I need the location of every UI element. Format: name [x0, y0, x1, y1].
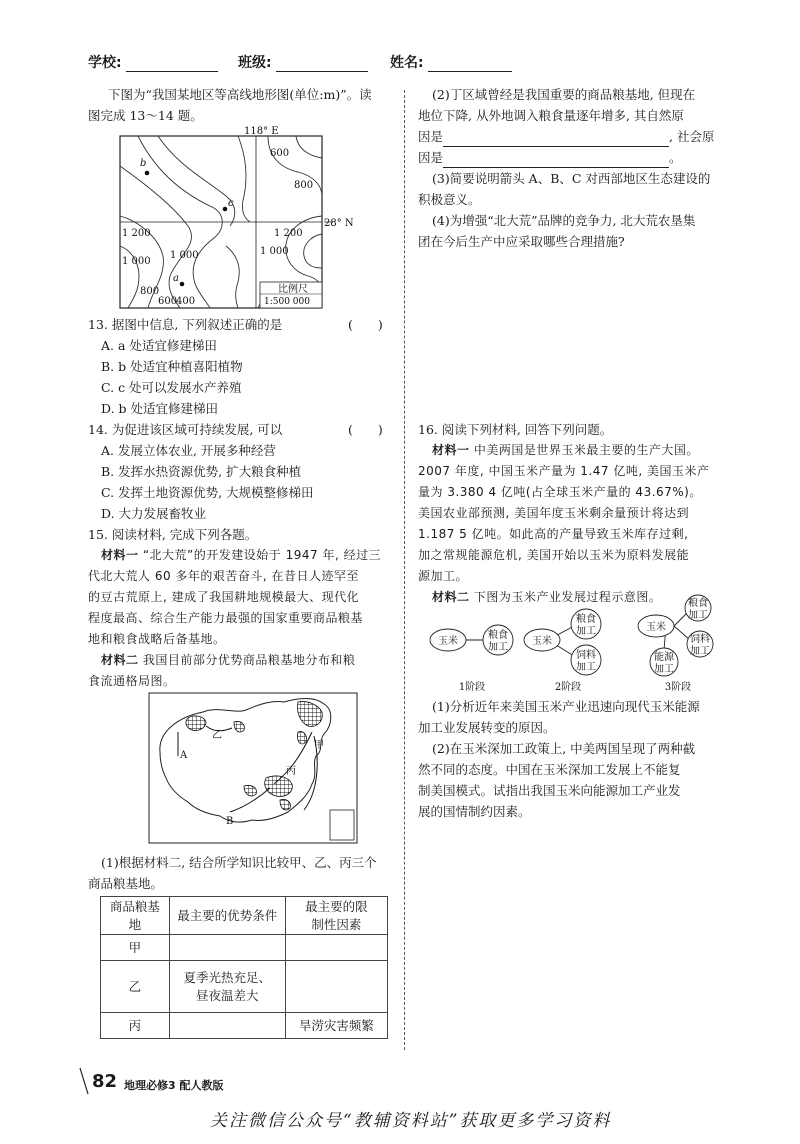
- scale-value: 1:500 000: [264, 297, 310, 307]
- q15-m1-line: [101, 545, 381, 566]
- q13-option[interactable]: D. b 处适宜修建梯田: [101, 401, 218, 416]
- q14-answer-bracket[interactable]: ( ): [348, 422, 383, 437]
- map2-label-yi: 乙: [212, 730, 222, 741]
- table-row: [101, 935, 388, 961]
- table-cell-advantage: [169, 961, 285, 1013]
- q15-m2-line: [101, 650, 355, 671]
- table-row: [101, 961, 388, 1013]
- q14-option[interactable]: A. 发展立体农业, 开展多种经营: [101, 443, 276, 458]
- q15-2-line: (2)丁区域曾经是我国重要的商品粮基地, 但现在: [432, 87, 696, 102]
- school-field[interactable]: [88, 52, 218, 72]
- stage2-grain-line2: 加工: [576, 626, 596, 637]
- stage2-corn: 玉米: [532, 636, 552, 647]
- q16-sub2-line: 制美国模式。试指出我国玉米向能源加工产业发: [418, 783, 681, 798]
- table-cell-limit[interactable]: [285, 961, 387, 1013]
- stage3-corn: 玉米: [646, 622, 666, 633]
- q15-m1-line: 的豆古荒原上, 建成了我国耕地规模最大、现代化: [88, 590, 360, 604]
- point-b-label: b: [140, 158, 147, 169]
- contour-map: [118, 126, 358, 312]
- q15-2-period: 。: [669, 150, 682, 165]
- class-label: 班级:: [238, 55, 272, 71]
- scale-title: 比例尺: [278, 284, 308, 295]
- q15-sub1-line2: 商品粮基地。: [88, 876, 164, 891]
- q16-m1-line: 加之常规能源危机, 美国开始以玉米为原料发展能: [418, 548, 690, 562]
- natural-reason-blank[interactable]: [443, 133, 669, 147]
- q16-sub2-line: 然不同的态度。中国在玉米深加工发展上不能复: [418, 762, 681, 777]
- name-label: 姓名:: [390, 55, 424, 71]
- q13-option[interactable]: A. a 处适宜修建梯田: [101, 338, 217, 353]
- contour-label: 1 000: [122, 256, 151, 267]
- table-cell-advantage[interactable]: [169, 935, 285, 961]
- contour-label: 600: [158, 296, 178, 307]
- q15-stem: 15. 阅读材料, 完成下列各题。: [88, 527, 258, 542]
- q13-option[interactable]: B. b 处适宜种植喜阳植物: [101, 359, 243, 374]
- stage1-label: 1阶段: [458, 682, 486, 693]
- q15-m2-label: 材料二: [101, 653, 139, 667]
- stage2-grain-line1: 粮食: [576, 614, 596, 625]
- table-cell-base: 乙: [101, 961, 170, 1013]
- table-header-limit: [285, 897, 387, 935]
- table-header-limit-line1: 最主要的限: [305, 898, 368, 914]
- class-blank[interactable]: [276, 57, 368, 72]
- stage3-feed-line1: 饲料: [690, 634, 710, 645]
- q15-4-line1: (4)为增强“北大荒”品牌的竞争力, 北大荒农垦集: [432, 213, 696, 228]
- q15-2-social-label: , 社会原: [669, 129, 715, 144]
- page-number: 82: [92, 1071, 118, 1092]
- contour-label: 800: [140, 286, 160, 297]
- contour-label: 800: [294, 180, 314, 191]
- q16-sub2-line: (2)在玉米深加工政策上, 中美两国呈现了两种截: [432, 741, 696, 756]
- intro-line2: 图完成 13～14 题。: [88, 108, 203, 123]
- table-cell-limit: 旱涝灾害频繁: [285, 1013, 387, 1039]
- q16-m1-line: [432, 440, 699, 461]
- q13-stem: 13. 据图中信息, 下列叙述正确的是: [88, 317, 283, 332]
- q15-m2-line: 食流通格局图。: [88, 674, 176, 688]
- contour-label: 1 200: [274, 228, 303, 239]
- q16-m1-line: 2007 年度, 中国玉米产量为 1.47 亿吨, 美国玉米产: [418, 464, 710, 478]
- map2-label-jia: 甲: [314, 740, 324, 751]
- stage2-feed-line1: 饲料: [576, 650, 596, 661]
- stage3-label: 3阶段: [664, 682, 692, 693]
- table-header-base: 商品粮基地: [101, 897, 170, 935]
- q16-stem: 16. 阅读下列材料, 回答下列问题。: [418, 422, 613, 437]
- q14-stem: 14. 为促进该区域可持续发展, 可以: [88, 422, 283, 437]
- q16-sub1-line2: 加工业发展转变的原因。: [418, 720, 556, 735]
- q15-4-line2: 团在今后生产中应采取哪些合理措施?: [418, 234, 625, 249]
- q13-answer-bracket[interactable]: ( ): [348, 317, 383, 332]
- q15-m1-label: 材料一: [101, 548, 139, 562]
- name-field[interactable]: [390, 52, 512, 72]
- q15-2-line: 地位下降, 从外地调入粮食量逐年增多, 其自然原: [418, 108, 684, 123]
- contour-label: 1 000: [170, 250, 199, 261]
- q16-m1-line: 美国农业部预测, 美国年度玉米剩余量预计将达到: [418, 506, 690, 520]
- stage3-energy-line1: 能源: [654, 652, 674, 663]
- q14-option[interactable]: C. 发挥土地资源优势, 大规模整修梯田: [101, 485, 314, 500]
- stage3-feed-line2: 加工: [690, 646, 710, 657]
- point-c-label: c: [228, 198, 234, 209]
- column-divider: [404, 90, 405, 1050]
- q15-m2-text: 我国目前部分优势商品粮基地分布和粮: [142, 653, 356, 667]
- q16-m1-line: 1.187 5 亿吨。如此高的产量导致玉米库存过剩,: [418, 527, 689, 541]
- table-row: [101, 1013, 388, 1039]
- q16-sub1-line1: (1)分析近年来美国玉米产业迅速向现代玉米能源: [432, 699, 700, 714]
- q15-m1-line: 程度最高、综合生产能力最强的国家重要商品粮基: [88, 611, 364, 625]
- q15-2-line-social: [418, 147, 682, 168]
- stage2-feed-line2: 加工: [576, 662, 596, 673]
- q16-m1-line: 量为 3.380 4 亿吨(占全球玉米产量的 43.67%)。: [418, 485, 702, 499]
- q16-m1-label: 材料一: [432, 443, 470, 457]
- q15-3-line1: (3)简要说明箭头 A、B、C 对西部地区生态建设的: [432, 171, 711, 186]
- q14-option[interactable]: D. 大力发展畜牧业: [101, 506, 207, 521]
- map2-label-a: A: [180, 750, 188, 761]
- table-cell-advantage-line2: 昼夜温差大: [195, 987, 259, 1003]
- china-grain-map: [148, 692, 358, 844]
- q16-m1-line: 源加工。: [418, 569, 469, 583]
- school-label: 学校:: [88, 55, 122, 71]
- table-cell-base: 丙: [101, 1013, 170, 1039]
- lon-label: 118° E: [244, 126, 279, 137]
- stage3-energy-line2: 加工: [654, 664, 674, 675]
- class-field[interactable]: [238, 52, 368, 72]
- social-reason-blank[interactable]: [443, 154, 669, 168]
- intro-line1: 下图为“我国某地区等高线地形图(单位:m)”。读: [108, 87, 372, 102]
- stage3-grain-line1: 粮食: [688, 598, 708, 609]
- q15-m1-text: “北大荒”的开发建设始于 1947 年, 经过三: [142, 548, 382, 562]
- q15-3-line2: 积极意义。: [418, 192, 481, 207]
- q15-2-natural-label: 因是: [418, 129, 444, 144]
- stage1-grain-line2: 加工: [488, 642, 508, 653]
- lat-label: 28° N: [324, 218, 354, 229]
- grain-base-table: [100, 896, 388, 1039]
- stage3-grain-line2: 加工: [688, 610, 708, 621]
- map2-label-b: B: [226, 816, 234, 827]
- q16-m2-label: 材料二: [432, 590, 470, 604]
- contour-label: 600: [270, 148, 290, 159]
- q16-sub2-line: 展的国情制约因素。: [418, 804, 531, 819]
- watermark-text: 关注微信公众号“教辅资料站”获取更多学习资料: [210, 1111, 612, 1131]
- table-header-limit-line2: 制性因素: [311, 916, 362, 932]
- q16-m1-text: 中美两国是世界玉米最主要的生产大国。: [473, 443, 699, 457]
- table-header-advantage: 最主要的优势条件: [169, 897, 285, 935]
- contour-label: 1 200: [122, 228, 151, 239]
- q16-m2-text: 下图为玉米产业发展过程示意图。: [473, 590, 662, 604]
- table-cell-advantage-line1: 夏季光热充足、: [183, 969, 271, 985]
- table-cell-advantage[interactable]: [169, 1013, 285, 1039]
- stage1-corn: 玉米: [438, 636, 458, 647]
- q15-2-social-reason-label: 因是: [418, 150, 444, 165]
- stage2-label: 2阶段: [554, 682, 582, 693]
- q13-option[interactable]: C. c 处可以发展水产养殖: [101, 380, 242, 395]
- name-blank[interactable]: [428, 57, 512, 72]
- map2-label-bing: 丙: [286, 766, 296, 777]
- q14-option[interactable]: B. 发挥水热资源优势, 扩大粮食种植: [101, 464, 302, 479]
- table-cell-base: 甲: [101, 935, 170, 961]
- school-blank[interactable]: [126, 57, 218, 72]
- stage1-grain-line1: 粮食: [488, 630, 508, 641]
- contour-label: 1 000: [260, 246, 289, 257]
- point-a-label: a: [173, 273, 179, 284]
- q15-m1-line: 地和粮食战略后备基地。: [88, 632, 226, 646]
- q15-sub1-line1: (1)根据材料二, 结合所学知识比较甲、乙、丙三个: [101, 855, 377, 870]
- table-cell-limit[interactable]: [285, 935, 387, 961]
- corn-industry-diagram: [428, 594, 728, 696]
- contour-label: 400: [176, 296, 196, 307]
- q15-2-line-natural: [418, 126, 714, 147]
- q15-m1-line: 代北大荒人 60 多年的艰苦奋斗, 在昔日人迹罕至: [88, 569, 360, 583]
- book-title: 地理必修3 配人教版: [124, 1079, 224, 1092]
